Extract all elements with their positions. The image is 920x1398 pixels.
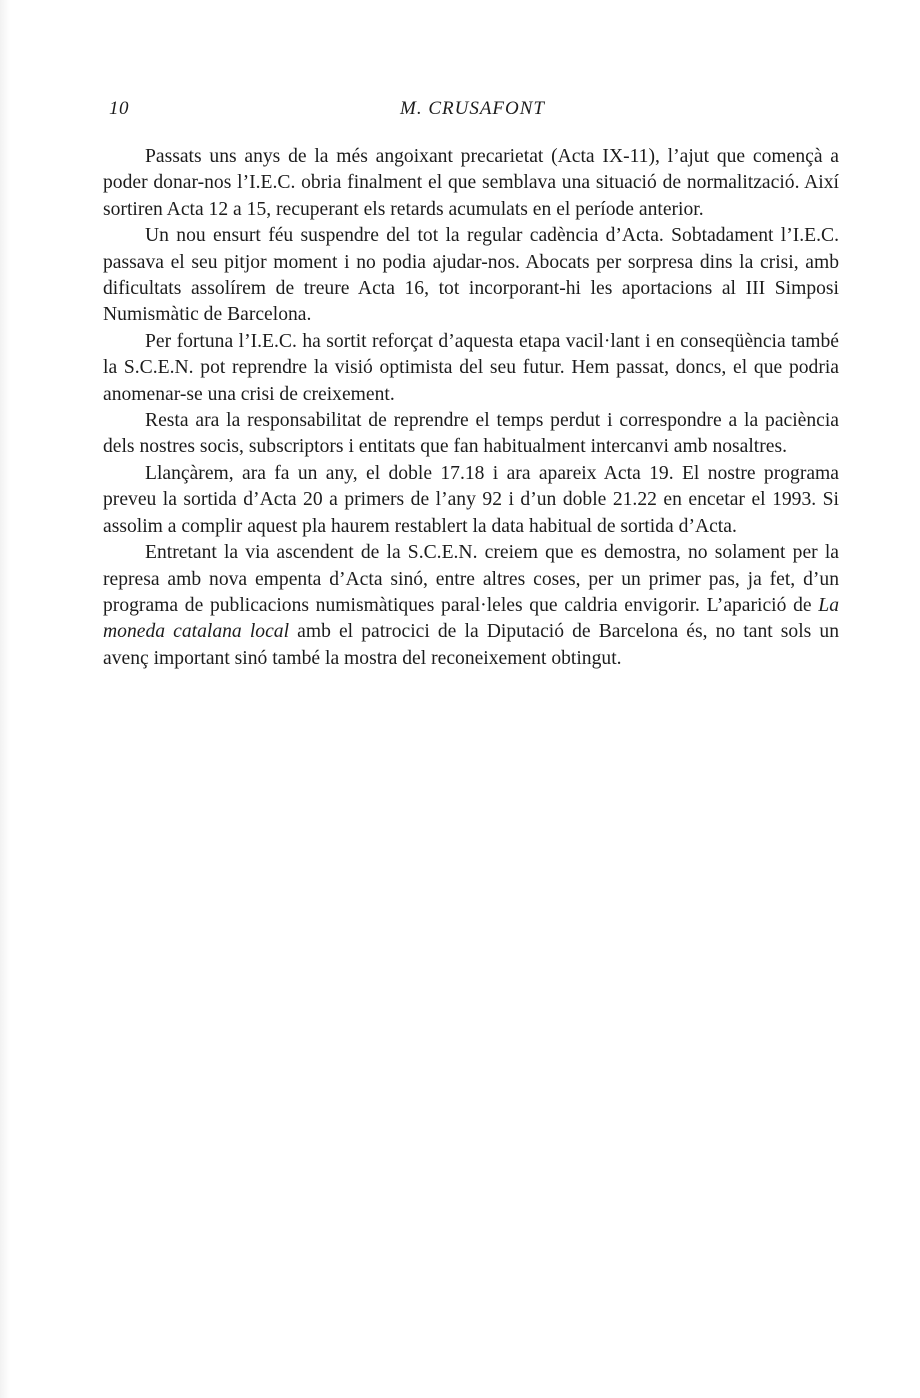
paragraph-6 bbox=[103, 540, 839, 672]
paragraph-6-text-after: amb el patrocici de la Diputació de Barcelona és, no tant sols un avenç important sinó també la mostra del reconeixement obtingut. bbox=[103, 621, 840, 669]
scan-edge bbox=[0, 0, 10, 1398]
running-header bbox=[0, 98, 920, 124]
paragraph-4: Resta ara la responsabilitat de reprendre el temps perdut i correspondre a la paciència dels nostres socis, subscriptors i entitats que fan habitualment intercanvi amb nosaltres. bbox=[103, 410, 839, 458]
paragraph-3: Per fortuna l’I.E.C. ha sortit reforçat d’aquesta etapa vacil·lant i en conseqüència també la S.C.E.N. pot reprendre la visió optimista del seu futur. Hem passat, doncs, el que podria anomenar-se una crisi de creixement. bbox=[103, 330, 839, 405]
paragraph-5: Llançàrem, ara fa un any, el doble 17.18 i ara apareix Acta 19. El nostre programa preveu la sortida d’Acta 20 a primers de l’any 92 i d’un doble 21.22 en encetar el 1993. Si assolim a complir aquest pla haurem restablert la data habitual de sortida d’Acta. bbox=[103, 462, 839, 537]
book-title-italic: La moneda catalana local bbox=[103, 594, 839, 643]
page-number: 10 bbox=[109, 98, 129, 119]
paragraph-2: Un nou ensurt féu suspendre del tot la regular cadència d’Acta. Sobtadament l’I.E.C. passava el seu pitjor moment i no podia ajudar-nos. Abocats per sorpresa dins la crisi, amb dificultats assolírem de treure Acta 16, tot incorporant-hi les aportacions al III Simposi Numismàtic de Barcelona. bbox=[103, 225, 839, 326]
paragraph-6-text-before: Entretant la via ascendent de la S.C.E.N. creiem que es demostra, no solament per la represa amb nova empenta d’Acta sinó, entre altres coses, per un primer pas, ja fet, d’un programa de publicacions numismàtiques paral·leles que caldria envigorir. L’aparició de bbox=[103, 542, 839, 616]
body-text bbox=[103, 144, 839, 672]
running-title: M. CRUSAFONT bbox=[400, 98, 545, 119]
paragraph-1: Passats uns anys de la més angoixant precarietat (Acta IX-11), l’ajut que començà a poder donar-nos l’I.E.C. obria finalment el que semblava una situació de normalització. Així sortiren Acta 12 a 15, recuperant els retards acumulats en el període anterior. bbox=[103, 146, 839, 220]
